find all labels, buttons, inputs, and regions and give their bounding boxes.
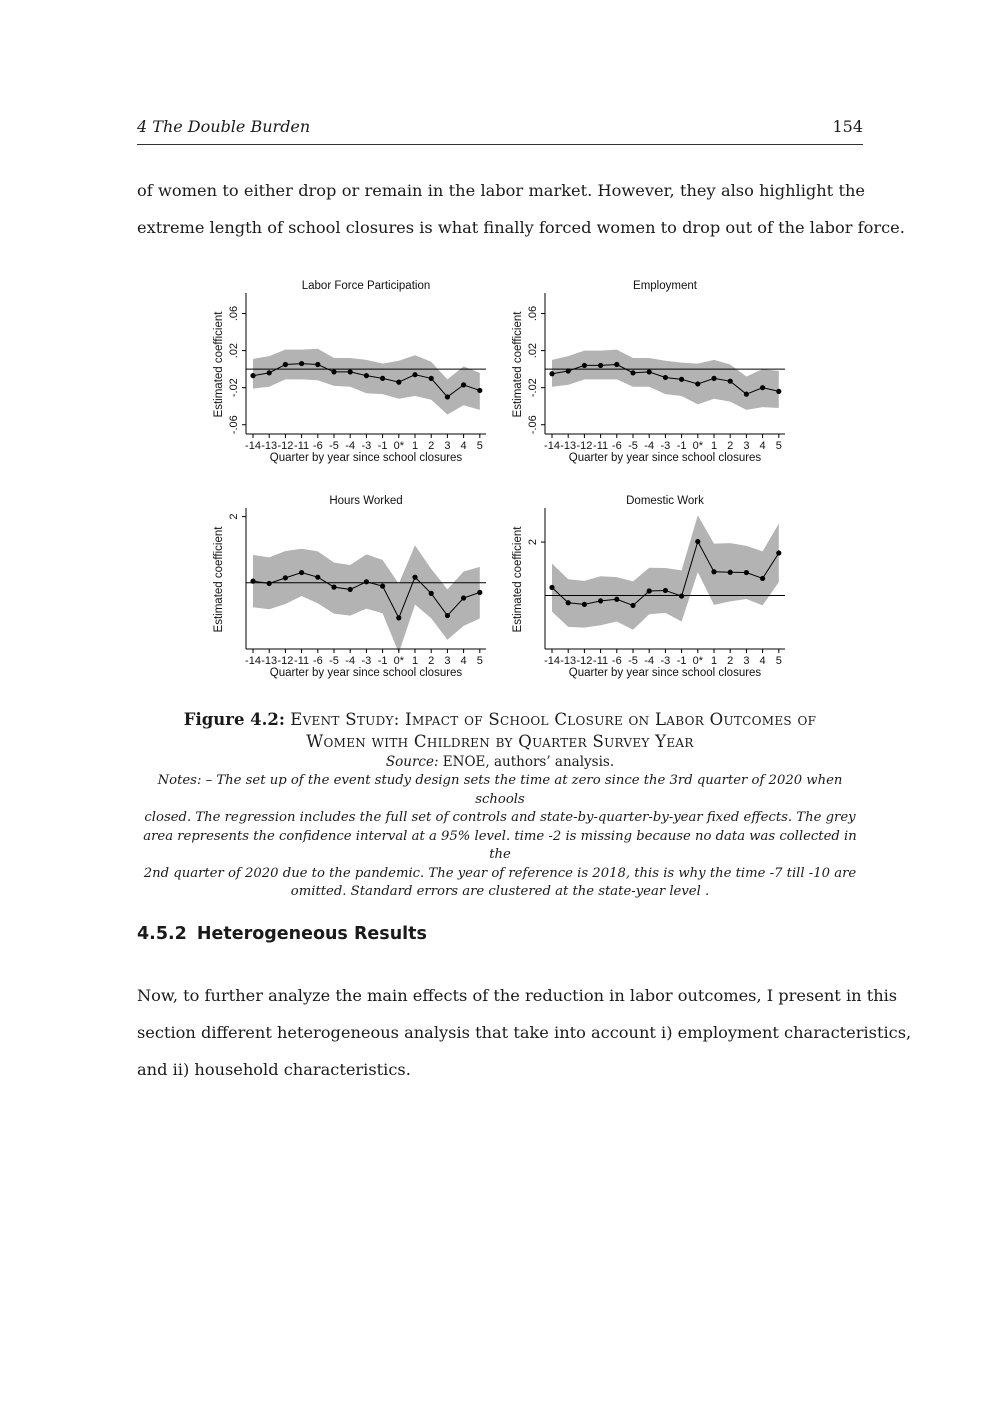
x-tick-label: -12 [576, 440, 593, 452]
data-point [299, 361, 304, 366]
data-point [598, 363, 603, 368]
data-point [679, 593, 684, 598]
x-tick-label: -3 [660, 655, 671, 667]
chart-title: Labor Force Participation [301, 280, 431, 292]
data-point [348, 587, 353, 592]
data-point [477, 590, 482, 595]
source-label: Source: [385, 754, 439, 770]
x-tick-label: 2 [727, 655, 734, 667]
data-point [711, 569, 716, 574]
data-point [760, 576, 765, 581]
data-point [445, 394, 450, 399]
data-point [396, 615, 401, 620]
data-point [348, 369, 353, 374]
x-tick-label: -6 [611, 440, 622, 452]
data-point [776, 550, 781, 555]
x-tick-label: 4 [460, 440, 467, 452]
x-tick-label: 3 [743, 655, 750, 667]
x-tick-label: -6 [312, 655, 323, 667]
x-tick-label: -5 [628, 655, 638, 667]
x-axis-label: Quarter by year since school closures [269, 452, 463, 464]
text-line: and ii) household characteristics. [137, 1060, 411, 1079]
x-tick-label: 2 [428, 655, 435, 667]
data-point [283, 362, 288, 367]
x-tick-label: -14 [544, 655, 560, 667]
data-point [744, 392, 749, 397]
intro-paragraph [137, 172, 905, 246]
data-point [461, 595, 466, 600]
data-point [614, 597, 619, 602]
data-point [331, 369, 336, 374]
running-header [137, 116, 863, 145]
data-point [760, 385, 765, 390]
data-point [283, 575, 288, 580]
x-tick-label: -13 [560, 440, 577, 452]
body-paragraph [137, 977, 912, 1088]
data-point [549, 585, 554, 590]
x-axis-label: Quarter by year since school closures [568, 667, 762, 679]
data-point [267, 370, 272, 375]
y-tick-label: .02 [228, 342, 240, 359]
y-tick-label: 2 [527, 539, 539, 546]
x-tick-label: 5 [775, 440, 782, 452]
y-axis-label: Estimated coefficient [213, 526, 225, 633]
x-tick-label: -11 [294, 440, 310, 452]
data-point [477, 388, 482, 393]
notes-line: closed. The regression includes the full set of controls and state-by-quarter-by-year fixed effects. The grey [144, 810, 856, 825]
x-tick-label: 4 [759, 655, 766, 667]
x-tick-label: 1 [710, 655, 718, 667]
chart-panel-labor-force [213, 280, 486, 464]
section-number: 4.5.2 [137, 924, 187, 944]
source-text: ENOE, authors’ analysis. [442, 754, 615, 770]
x-tick-label: -13 [560, 655, 577, 667]
y-axis-label: Estimated coefficient [213, 311, 225, 418]
data-point [598, 598, 603, 603]
figure-label: Figure 4.2: [183, 710, 285, 729]
x-tick-label: -14 [544, 440, 560, 452]
chart-panel-hours-worked [213, 495, 486, 679]
data-point [299, 570, 304, 575]
text-line: of women to either drop or remain in the labor market. However, they also highlight the [137, 181, 865, 200]
x-tick-label: -11 [294, 655, 310, 667]
data-point [412, 575, 417, 580]
y-tick-label: .06 [228, 305, 240, 322]
x-tick-label: -4 [644, 655, 655, 667]
x-tick-label: 1 [411, 655, 419, 667]
x-tick-label: 4 [759, 440, 766, 452]
data-point [250, 373, 255, 378]
y-tick-label: -.02 [228, 378, 240, 398]
data-point [331, 585, 336, 590]
figure-caption [137, 709, 863, 753]
chart-panel-domestic-work [512, 495, 785, 679]
notes-line: area represents the confidence interval at a 95% level. time -2 is missing because no data was collected in the [143, 828, 857, 862]
x-tick-label: 0* [393, 440, 405, 452]
x-tick-label: -13 [261, 440, 278, 452]
y-tick-label: -.06 [228, 415, 240, 435]
y-axis-label: Estimated coefficient [512, 526, 524, 633]
x-tick-label: -1 [676, 440, 687, 452]
y-tick-label: .06 [527, 305, 539, 322]
data-point [695, 381, 700, 386]
x-tick-label: -12 [277, 655, 294, 667]
x-tick-label: -3 [361, 440, 372, 452]
figure-source [137, 754, 863, 770]
x-tick-label: 5 [476, 440, 483, 452]
x-tick-label: -4 [345, 440, 356, 452]
x-tick-label: -6 [611, 655, 622, 667]
notes-line: 2nd quarter of 2020 due to the pandemic. The year of reference is 2018, this is why the time -7 till -10 are [143, 865, 857, 881]
data-point [566, 600, 571, 605]
x-tick-label: 5 [476, 655, 483, 667]
y-tick-label: 2 [228, 513, 240, 520]
x-tick-label: -12 [277, 440, 294, 452]
data-point [396, 380, 401, 385]
data-point [429, 591, 434, 596]
data-point [364, 579, 369, 584]
data-point [445, 613, 450, 618]
text-line: Now, to further analyze the main effects of the reduction in labor outcomes, I present in this [137, 986, 898, 1005]
confidence-band [253, 349, 480, 415]
data-point [744, 570, 749, 575]
x-tick-label: -3 [361, 655, 372, 667]
x-tick-label: -4 [345, 655, 356, 667]
x-axis-label: Quarter by year since school closures [269, 667, 463, 679]
data-point [267, 581, 272, 586]
x-tick-label: 0* [692, 440, 704, 452]
chart-title: Domestic Work [626, 495, 704, 507]
notes-line: Notes: – The set up of the event study design sets the time at zero since the 3rd quarter of 2020 when schools [157, 773, 843, 807]
data-point [663, 375, 668, 380]
x-tick-label: -1 [377, 440, 388, 452]
y-axis-label: Estimated coefficient [512, 311, 524, 418]
x-tick-label: 1 [411, 440, 419, 452]
figure-notes [137, 772, 863, 902]
y-tick-label: .02 [527, 342, 539, 359]
data-point [315, 575, 320, 580]
data-point [630, 370, 635, 375]
x-tick-label: -12 [576, 655, 593, 667]
page-number: 154 [832, 117, 863, 136]
data-point [380, 376, 385, 381]
data-point [582, 363, 587, 368]
data-point [663, 588, 668, 593]
data-point [614, 362, 619, 367]
section-title: Heterogeneous Results [196, 924, 427, 944]
data-point [728, 379, 733, 384]
x-tick-label: -5 [329, 440, 339, 452]
chapter-title: 4 The Double Burden [137, 117, 311, 136]
figure-title-line-2: Women with Children by Quarter Survey Year [306, 732, 694, 751]
data-point [647, 588, 652, 593]
x-tick-label: 1 [710, 440, 718, 452]
x-tick-label: -13 [261, 655, 278, 667]
x-tick-label: -5 [628, 440, 638, 452]
data-point [461, 382, 466, 387]
chart-title: Hours Worked [329, 495, 403, 507]
data-point [566, 368, 571, 373]
x-tick-label: 0* [393, 655, 405, 667]
x-tick-label: -4 [644, 440, 655, 452]
data-point [679, 377, 684, 382]
x-tick-label: 2 [727, 440, 734, 452]
data-point [695, 539, 700, 544]
y-tick-label: -.02 [527, 378, 539, 398]
x-tick-label: 2 [428, 440, 435, 452]
y-tick-label: -.06 [527, 415, 539, 435]
x-axis-label: Quarter by year since school closures [568, 452, 762, 464]
notes-line: omitted. Standard errors are clustered at the state-year level . [290, 884, 710, 899]
x-tick-label: -1 [676, 655, 687, 667]
x-tick-label: -5 [329, 655, 339, 667]
x-tick-label: -6 [312, 440, 323, 452]
x-tick-label: -14 [245, 655, 261, 667]
data-point [429, 376, 434, 381]
text-line: extreme length of school closures is what finally forced women to drop out of the labor force. [137, 218, 905, 237]
data-point [412, 372, 417, 377]
x-tick-label: -3 [660, 440, 671, 452]
data-point [549, 371, 554, 376]
x-tick-label: 3 [743, 440, 750, 452]
x-tick-label: 3 [444, 440, 451, 452]
data-point [380, 584, 385, 589]
data-point [711, 376, 716, 381]
text-line: section different heterogeneous analysis that take into account i) employment characteristics, [137, 1023, 912, 1042]
x-tick-label: -11 [593, 655, 609, 667]
data-point [315, 362, 320, 367]
x-tick-label: 0* [692, 655, 704, 667]
confidence-band [253, 545, 480, 653]
data-point [776, 389, 781, 394]
figure-title-line-1: Event Study: Impact of School Closure on Labor Outcomes of [290, 710, 817, 729]
chart-title: Employment [633, 280, 697, 292]
data-point [582, 602, 587, 607]
data-point [728, 570, 733, 575]
data-point [250, 579, 255, 584]
chart-panel-employment [512, 280, 785, 464]
x-tick-label: 4 [460, 655, 467, 667]
x-tick-label: 5 [775, 655, 782, 667]
x-tick-label: -14 [245, 440, 261, 452]
event-study-figure [190, 268, 810, 693]
data-point [630, 603, 635, 608]
x-tick-label: 3 [444, 655, 451, 667]
x-tick-label: -11 [593, 440, 609, 452]
data-point [647, 369, 652, 374]
data-point [364, 373, 369, 378]
section-heading [137, 924, 427, 944]
x-tick-label: -1 [377, 655, 388, 667]
